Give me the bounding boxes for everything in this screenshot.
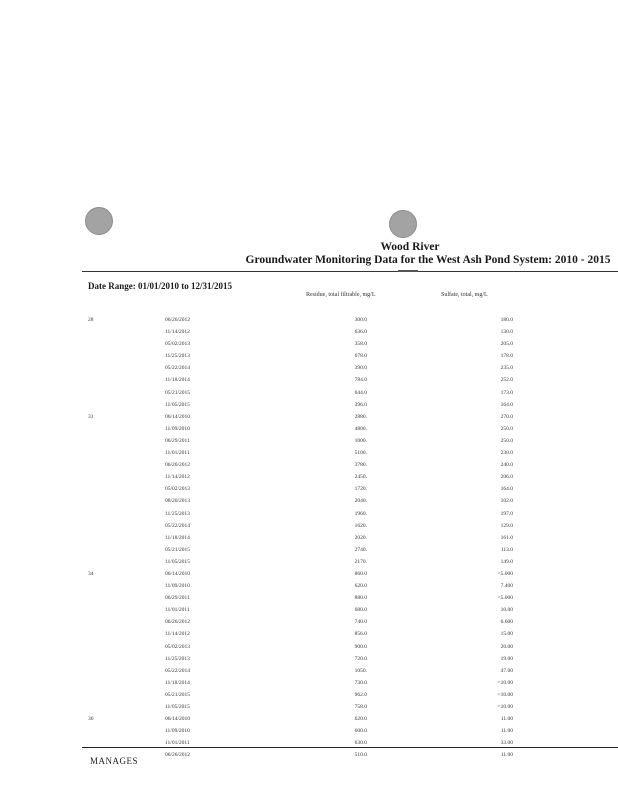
well-id-cell: 31	[88, 413, 94, 420]
sulfate-value-cell: 19.00	[500, 655, 513, 662]
table-row	[88, 387, 513, 399]
table-row	[88, 701, 513, 713]
table-row	[88, 713, 513, 725]
sample-date-cell: 05/22/2014	[165, 365, 191, 372]
residue-value-cell: 390.0	[354, 365, 367, 372]
well-id-cell	[88, 483, 165, 495]
sample-date-cell: 06/26/2012	[165, 462, 191, 469]
table-row	[88, 423, 513, 435]
sample-date-cell: 11/25/2013	[165, 353, 190, 360]
residue-value-cell: 856.0	[354, 631, 367, 638]
well-id-cell	[88, 362, 165, 374]
residue-value-cell: 680.0	[354, 607, 367, 614]
well-id-cell	[88, 616, 165, 628]
sulfate-value-cell: 15.00	[500, 631, 513, 638]
residue-value-cell: 4800.	[354, 425, 367, 432]
table-row	[88, 374, 513, 386]
residue-value-cell: 2170.	[354, 558, 367, 565]
sulfate-value-cell: 33.00	[500, 740, 513, 747]
sample-date-cell: 11/01/2011	[165, 740, 190, 747]
residue-value-cell: 678.0	[354, 353, 367, 360]
sample-date-cell: 11/14/2012	[165, 329, 190, 336]
table-row	[88, 616, 513, 628]
table-row	[88, 749, 513, 761]
table-row	[88, 580, 513, 592]
table-row	[88, 689, 513, 701]
sulfate-value-cell: 235.0	[500, 365, 513, 372]
residue-value-cell: 644.0	[354, 389, 367, 396]
table-row	[88, 544, 513, 556]
residue-value-cell: 2740.	[354, 546, 367, 553]
table-row	[88, 471, 513, 483]
sample-date-cell: 11/25/2013	[165, 655, 190, 662]
sample-date-cell: 05/02/2013	[165, 486, 191, 493]
table-row	[88, 338, 513, 350]
residue-value-cell: 3780.	[354, 462, 367, 469]
sample-date-cell: 05/02/2013	[165, 643, 191, 650]
sample-date-cell: 06/26/2012	[165, 619, 191, 626]
well-id-cell: 36	[88, 716, 94, 723]
well-id-cell	[88, 387, 165, 399]
well-id-cell	[88, 653, 165, 665]
table-row	[88, 399, 513, 411]
well-id-cell	[88, 338, 165, 350]
sulfate-value-cell: 270.0	[500, 413, 513, 420]
sample-date-cell: 11/09/2010	[165, 728, 190, 735]
sample-date-cell: 11/01/2011	[165, 450, 190, 457]
table-row	[88, 350, 513, 362]
sample-date-cell: 05/21/2015	[165, 691, 191, 698]
well-id-cell	[88, 435, 165, 447]
well-id-cell	[88, 350, 165, 362]
date-range: Date Range: 01/01/2010 to 12/31/2015	[88, 281, 232, 291]
sample-date-cell: 11/09/2010	[165, 425, 190, 432]
residue-value-cell: 730.0	[354, 679, 367, 686]
sulfate-value-cell: 102.0	[500, 498, 513, 505]
sulfate-value-cell: 7.400	[500, 583, 513, 590]
table-row	[88, 362, 513, 374]
residue-value-cell: 396.0	[354, 401, 367, 408]
sulfate-value-cell: 205.0	[500, 341, 513, 348]
residue-value-cell: 300.0	[354, 317, 367, 323]
well-id-cell	[88, 604, 165, 616]
residue-value-cell: 740.0	[354, 619, 367, 626]
residue-value-cell: 620.0	[354, 583, 367, 590]
residue-value-cell: 860.0	[354, 570, 367, 577]
sulfate-value-cell: 113.0	[500, 546, 513, 553]
residue-value-cell: 880.0	[354, 595, 367, 602]
table-row	[88, 411, 513, 423]
residue-value-cell: 358.0	[354, 341, 367, 348]
title-underline-mark	[398, 270, 418, 272]
well-id-cell: 28	[88, 317, 94, 323]
residue-value-cell: 636.0	[354, 329, 367, 336]
table-row	[88, 556, 513, 568]
well-id-cell	[88, 447, 165, 459]
table-row	[88, 653, 513, 665]
sample-date-cell: 05/21/2015	[165, 389, 191, 396]
residue-value-cell: 2040.	[354, 498, 367, 505]
sulfate-value-cell: 250.0	[500, 425, 513, 432]
sample-date-cell: 11/01/2011	[165, 607, 190, 614]
well-id-cell	[88, 326, 165, 338]
residue-value-cell: 620.0	[354, 716, 367, 723]
sample-date-cell: 05/02/2013	[165, 341, 191, 348]
well-id-cell	[88, 520, 165, 532]
residue-value-cell: 720.0	[354, 655, 367, 662]
sample-date-cell: 08/20/2013	[165, 498, 191, 505]
residue-value-cell: 5100.	[354, 450, 367, 457]
table-row	[88, 532, 513, 544]
sulfate-value-cell: <10.00	[497, 704, 513, 710]
sulfate-value-cell: 6.600	[500, 619, 513, 626]
data-table	[88, 314, 513, 761]
residue-value-cell: 1000.	[354, 437, 367, 444]
sample-date-cell: 06/29/2011	[165, 595, 190, 602]
residue-value-cell: 2020.	[354, 534, 367, 541]
sample-date-cell: 11/14/2012	[165, 631, 190, 638]
table-row	[88, 520, 513, 532]
residue-value-cell: 1720.	[354, 486, 367, 493]
sample-date-cell: 05/21/2015	[165, 546, 191, 553]
table-row	[88, 435, 513, 447]
well-id-cell	[88, 423, 165, 435]
sulfate-value-cell: 47.00	[500, 667, 513, 674]
sulfate-value-cell: 11.00	[500, 752, 513, 759]
table-row	[88, 592, 513, 604]
sulfate-value-cell: 180.0	[500, 317, 513, 323]
sample-date-cell: 11/18/2014	[165, 679, 190, 686]
well-id-cell: 34	[88, 570, 94, 577]
table-row	[88, 447, 513, 459]
sulfate-value-cell: 230.0	[500, 450, 513, 457]
well-id-cell	[88, 495, 165, 507]
table-row	[88, 508, 513, 520]
hole-punch-right	[389, 210, 417, 238]
residue-value-cell: 1050.	[354, 667, 367, 674]
header-rule	[82, 271, 618, 272]
residue-value-cell: 510.0	[354, 752, 367, 759]
sulfate-value-cell: 197.0	[500, 510, 513, 517]
sample-date-cell: 06/14/2010	[165, 570, 191, 577]
sulfate-value-cell: 130.0	[500, 329, 513, 336]
residue-value-cell: 1620.	[354, 522, 367, 529]
sulfate-value-cell: 129.0	[500, 522, 513, 529]
well-id-cell	[88, 556, 165, 568]
report-subtitle: Groundwater Monitoring Data for the West Ash Pond System: 2010 - 2015	[245, 254, 611, 266]
sulfate-value-cell: 11.00	[500, 716, 513, 723]
well-id-cell	[88, 665, 165, 677]
sample-date-cell: 06/14/2010	[165, 716, 191, 723]
well-id-cell	[88, 471, 165, 483]
report-title: Wood River	[380, 241, 440, 253]
well-id-cell	[88, 399, 165, 411]
column-header-residue: Residue, total filtrable, mg/L	[306, 292, 376, 298]
sulfate-value-cell: 173.0	[500, 389, 513, 396]
sample-date-cell: 06/14/2010	[165, 413, 191, 420]
sample-date-cell: 06/29/2011	[165, 437, 190, 444]
sample-date-cell: 11/05/2015	[165, 558, 190, 565]
well-id-cell	[88, 701, 165, 713]
sample-date-cell: 06/26/2012	[165, 752, 191, 759]
table-row	[88, 604, 513, 616]
footer-rule	[82, 747, 618, 748]
well-id-cell	[88, 592, 165, 604]
well-id-cell	[88, 459, 165, 471]
well-id-cell	[88, 508, 165, 520]
well-id-cell	[88, 725, 165, 737]
residue-value-cell: 784.0	[354, 377, 367, 384]
column-header-sulfate: Sulfate, total, mg/L	[441, 292, 488, 298]
residue-value-cell: 1960.	[354, 510, 367, 517]
sample-date-cell: 11/18/2014	[165, 534, 190, 541]
sulfate-value-cell: <5.000	[497, 595, 513, 602]
residue-value-cell: 962.0	[354, 691, 367, 698]
sulfate-value-cell: 149.0	[500, 558, 513, 565]
sulfate-value-cell: 164.0	[500, 401, 513, 408]
sample-date-cell: 11/05/2015	[165, 704, 190, 710]
sulfate-value-cell: <5.000	[497, 570, 513, 577]
sulfate-value-cell: 11.00	[500, 728, 513, 735]
sulfate-value-cell: 178.0	[500, 353, 513, 360]
footer-text: MANAGES	[90, 756, 139, 766]
sample-date-cell: 11/14/2012	[165, 474, 190, 481]
table-row	[88, 641, 513, 653]
table-row	[88, 568, 513, 580]
well-id-cell	[88, 580, 165, 592]
well-id-cell	[88, 677, 165, 689]
well-id-cell	[88, 628, 165, 640]
table-row	[88, 326, 513, 338]
hole-punch-left	[85, 207, 113, 235]
residue-value-cell: 2450.	[354, 474, 367, 481]
table-row	[88, 483, 513, 495]
sulfate-value-cell: 10.00	[500, 607, 513, 614]
sample-date-cell: 11/09/2010	[165, 583, 190, 590]
residue-value-cell: 900.0	[354, 643, 367, 650]
table-row	[88, 314, 513, 326]
well-id-cell	[88, 641, 165, 653]
sulfate-value-cell: 240.0	[500, 462, 513, 469]
well-id-cell	[88, 532, 165, 544]
table-row	[88, 495, 513, 507]
residue-value-cell: 2880.	[354, 413, 367, 420]
table-row	[88, 459, 513, 471]
sulfate-value-cell: 161.0	[500, 534, 513, 541]
table-row	[88, 677, 513, 689]
sample-date-cell: 05/22/2014	[165, 522, 191, 529]
sample-date-cell: 11/18/2014	[165, 377, 190, 384]
sulfate-value-cell: <10.00	[497, 679, 513, 686]
sample-date-cell: 11/05/2015	[165, 401, 190, 408]
residue-value-cell: 600.0	[354, 728, 367, 735]
well-id-cell	[88, 544, 165, 556]
sulfate-value-cell: <10.00	[497, 691, 513, 698]
table-row	[88, 725, 513, 737]
sample-date-cell: 06/26/2012	[165, 317, 191, 323]
well-id-cell	[88, 689, 165, 701]
sulfate-value-cell: 252.0	[500, 377, 513, 384]
sulfate-value-cell: 206.0	[500, 474, 513, 481]
well-id-cell	[88, 374, 165, 386]
sulfate-value-cell: 20.00	[500, 643, 513, 650]
residue-value-cell: 630.0	[354, 740, 367, 747]
sulfate-value-cell: 250.0	[500, 437, 513, 444]
sulfate-value-cell: 164.0	[500, 486, 513, 493]
sample-date-cell: 05/22/2014	[165, 667, 191, 674]
table-row	[88, 665, 513, 677]
table-row	[88, 628, 513, 640]
sample-date-cell: 11/25/2013	[165, 510, 190, 517]
residue-value-cell: 758.0	[354, 704, 367, 710]
